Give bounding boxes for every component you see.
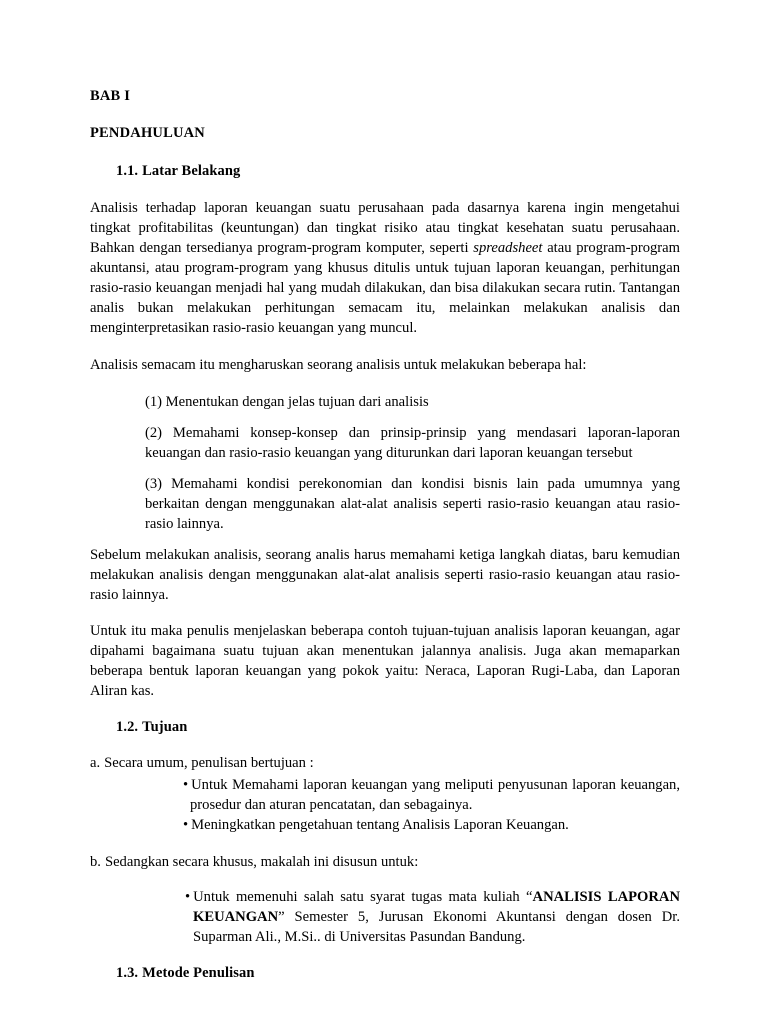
section-title-1-1: Latar Belakang [142,163,241,180]
bullet-text-part-2: ” Semester 5, Jurusan Ekonomi Akuntansi dengan dosen Dr. Suparman Ali., M.Si.. di Universitas Pasundan Bandung. [193,909,680,946]
section-heading-tujuan [90,719,680,736]
section-number-1-1: 1.1. [116,163,139,180]
lettered-point-b-text: Sedangkan secara khusus, makalah ini disusun untuk: [104,854,419,871]
bullet-list-item [90,776,680,816]
numbered-list-item: (1) Menentukan dengan jelas tujuan dari analisis [145,393,429,410]
paragraph-latar-belakang-1 [90,199,680,339]
paragraph-text-part-2: atau program-program akuntansi, atau program-program yang khusus ditulis untuk tujuan laporan keuangan, perhitungan rasio-rasio keuangan menjadi hal yang mudah dilakukan, dan bisa dilakukan secara rutin. Tantangan analis bukan melakukan perhitungan semacam itu, melainkan melakukan analisis dan menginterpretasikan rasio-rasio keuangan yang muncul. [90,239,680,336]
chapter-title: PENDAHULUAN [90,124,205,141]
lettered-point-a [90,754,680,774]
section-title-1-2: Tujuan [142,718,188,735]
bullet-list-tujuan-umum [90,776,680,836]
lettered-point-a-text: Secara umum, penulisan bertujuan : [104,755,314,772]
bullet-dot-icon: • [185,889,191,906]
paragraph-latar-belakang-4: Untuk itu maka penulis menjelaskan beberapa contoh tujuan-tujuan analisis laporan keuangan, agar dipahami bagaimana suatu tujuan akan menentukan jalannya analisis. Juga akan memaparkan beberapa bentuk laporan keuangan yang pokok yaitu: Neraca, Laporan Rugi-Laba, dan Laporan Aliran kas. [90,622,680,699]
bullet-text-part-1: Untuk memenuhi salah satu syarat tugas mata kuliah “ [193,889,533,906]
section-number-1-2: 1.2. [116,718,139,735]
section-heading-metode-penulisan [90,965,680,982]
paragraph-text-part-1: Analisis terhadap laporan keuangan suatu perusahaan pada dasarnya karena ingin mengetahui tingkat profitabilitas (keuntungan) dan tingkat risiko atau tingkat kesehatan suatu perusahaan. Bahkan dengan tersedianya program-program komputer, seperti [90,200,680,256]
page-content [90,88,680,982]
course-title-bold: ANALISIS LAPORAN KEUANGAN [193,889,680,926]
emphasis-spreadsheet: spreadsheet [473,239,543,256]
bullet-list-item [90,816,680,836]
bullet-list-tujuan-khusus [90,888,680,948]
lettered-point-a-letter: a. [90,755,101,772]
section-heading-latar-belakang [90,163,680,180]
bullet-list-item [90,888,680,948]
numbered-list-item: (2) Memahami konsep-konsep dan prinsip-prinsip yang mendasari laporan-laporan keuangan dan rasio-rasio keuangan yang diturunkan dari laporan keuangan tersebut [145,424,680,461]
chapter-label: BAB I [90,88,131,104]
section-number-1-3: 1.3. [116,965,139,982]
bullet-text: Meningkatkan pengetahuan tentang Analisis Laporan Keuangan. [191,817,569,834]
bullet-dot-icon: • [183,777,189,794]
bullet-dot-icon: • [183,817,189,834]
paragraph-latar-belakang-2: Analisis semacam itu mengharuskan seorang analisis untuk melakukan beberapa hal: [90,356,587,373]
lettered-point-b-letter: b. [90,854,101,871]
numbered-list-item: (3) Memahami kondisi perekonomian dan kondisi bisnis lain pada umumnya yang berkaitan dengan menggunakan alat-alat analisis seperti rasio-rasio keuangan atau rasio-rasio lainnya. [145,475,680,532]
paragraph-latar-belakang-3: Sebelum melakukan analisis, seorang analis harus memahami ketiga langkah diatas, baru kemudian melakukan analisis dengan menggunakan alat-alat analisis seperti rasio-rasio keuangan atau rasio-rasio lainnya. [90,546,680,603]
lettered-point-b [90,853,680,873]
section-title-1-3: Metode Penulisan [142,965,255,982]
bullet-text: Untuk Memahami laporan keuangan yang meliputi penyusunan laporan keuangan, prosedur dan aturan pencatatan, dan sebagainya. [190,777,680,814]
